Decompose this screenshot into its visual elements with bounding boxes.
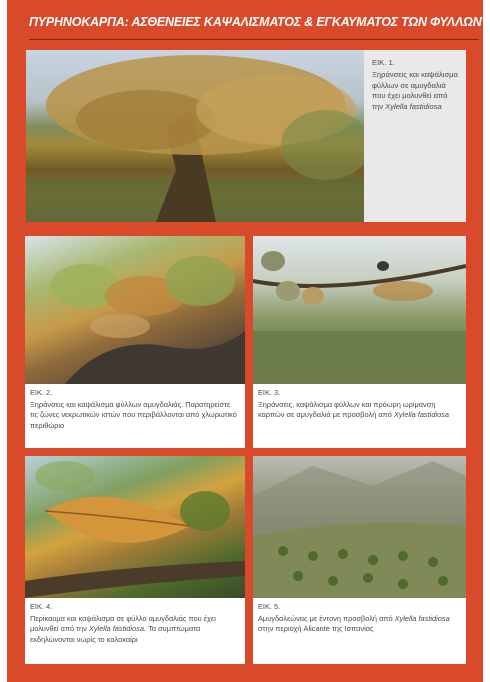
caption-tail: στην περιοχή Alicante της Ισπανίας (258, 624, 374, 633)
orchard-illustration (253, 456, 466, 598)
caption-fig-2 (25, 384, 245, 448)
caption-species: Xylella fastidiosa (385, 102, 442, 112)
branch-illustration (25, 236, 245, 384)
photo-leaf-necrosis-closeup (25, 456, 245, 598)
caption-number: ΕΙΚ. 4. (30, 602, 53, 611)
title-divider (29, 39, 479, 40)
page-title (29, 15, 482, 29)
caption-text: Ξηράνσεις και καψάλισμα φύλλων σε αμυγδαλιά που έχει μολυνθεί από την (372, 69, 458, 112)
tree-illustration (26, 50, 364, 222)
fruit-branch-illustration (253, 236, 466, 384)
caption-species: Xylella fastidiosa (394, 613, 450, 623)
caption-fig-4 (25, 598, 245, 664)
caption-number: ΕΙΚ. 5. (258, 602, 281, 611)
caption-species: Xylella fastidiosa. (88, 624, 147, 633)
leaf-illustration (25, 456, 245, 598)
caption-text: Περίκαυμα και καψάλισμα σε φύλλο αμυγδαλιάς που έχει μολυνθεί από την (30, 613, 216, 633)
photo-fruit-premature-ripening (253, 236, 466, 384)
caption-fig-1 (364, 50, 466, 222)
photo-leaf-scorch-branch (25, 236, 245, 384)
caption-fig-3 (253, 384, 466, 448)
caption-tail: Τα συμπτώματα εκδηλώνονται νωρίς το καλοκαίρι (30, 624, 201, 644)
photo-infected-orchard-alicante (253, 456, 466, 598)
title-main: ΠΥΡΗΝΟΚΑΡΠΑ: (29, 15, 129, 29)
caption-text: Ξηράνσεις, καψάλισμα φύλλων και πρόωρη ωρίμανση καρπών σε αμυγδαλιά με προσβολή από (258, 399, 436, 419)
caption-text: Αμυγδαλεώνας με έντονη προσβολή από (258, 613, 393, 623)
caption-text: Ξηράνσεις και καψάλισμα φύλλων αμυγδαλιάς. Παρατηρείστε τις ζώνες νεκρωτικών ιστών που περιβάλλονται από χλωρωτικό περιθώριο (30, 399, 237, 430)
caption-number: ΕΙΚ. 2. (30, 388, 53, 397)
caption-number: ΕΙΚ. 3. (258, 388, 281, 397)
photo-almond-tree-scorch (26, 50, 364, 222)
title-sub: ΑΣΘΕΝΕΙΕΣ ΚΑΨΑΛΙΣΜΑΤΟΣ & ΕΓΚΑΥΜΑΤΟΣ ΤΩΝ ΦΥΛΛΩΝ (131, 15, 482, 29)
caption-species: Xylella fastidiosa (393, 410, 449, 419)
caption-number: ΕΙΚ. 1. (372, 58, 395, 67)
caption-fig-5 (253, 598, 466, 664)
